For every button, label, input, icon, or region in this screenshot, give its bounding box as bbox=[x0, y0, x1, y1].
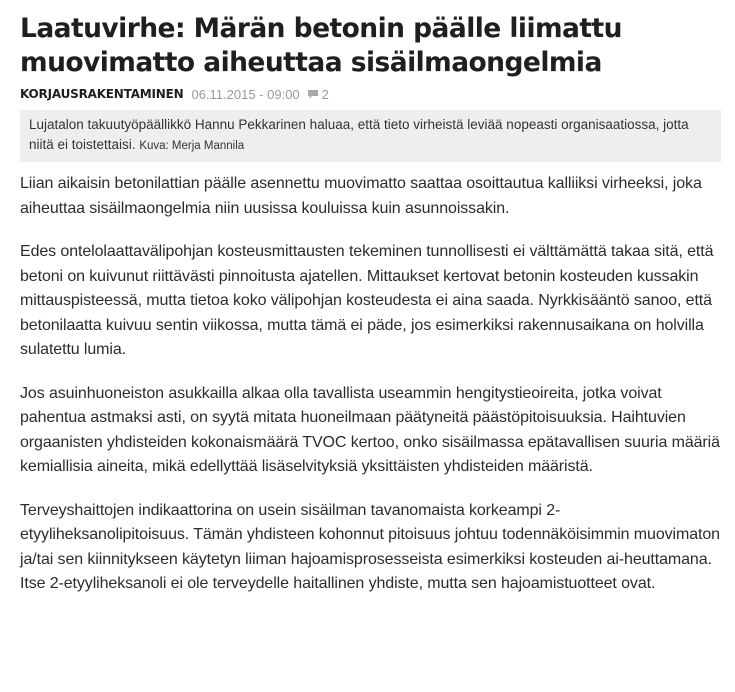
caption-text: Lujatalon takuutyöpäällikkö Hannu Pekkarinen haluaa, että tieto virheistä leviää nopeasti organisaatiossa, jotta niitä ei toistettaisi. bbox=[29, 117, 689, 152]
article-body bbox=[20, 172, 721, 597]
photo-credit: Kuva: Merja Mannila bbox=[139, 140, 245, 152]
category-link[interactable]: KORJAUSRAKENTAMINEN bbox=[20, 87, 184, 101]
comment-count-link[interactable] bbox=[307, 87, 329, 102]
comment-icon bbox=[307, 89, 319, 99]
paragraph: Terveyshaittojen indikaattorina on usein sisäilman tavanomaista korkeampi 2-etyyliheksanolipitoisuus. Tämän yhdisteen kohonnut pitoisuus johtuu todennäköisimmin muovimaton ja/tai sen kiinnitykseen käytetyn liiman hajoamisprosesseista esimerkiksi kosteuden ai-heuttamana. Itse 2-etyyliheksanoli ei ole terveydelle haitallinen yhdiste, mutta sen hajoamistuotteet ovat. bbox=[20, 501, 720, 592]
article-title: Laatuvirhe: Märän betonin päälle liimattu muovimatto aiheuttaa sisäilmaongelmia bbox=[20, 13, 622, 78]
article-meta bbox=[20, 86, 721, 102]
paragraph: Edes ontelolaattavälipohjan kosteusmittausten tekeminen tunnollisesti ei välttämättä takaa sitä, että betoni on kuivunut riittävästi pinnoitusta ajatellen. Mittaukset kertovat betonin kosteuden kussakin mittauspisteessä, mutta tietoa koko välipohjan kosteudesta ei aina saada. Nyrkkisääntö sanoo, että betonilaatta kuivuu sentin viikossa, mutta tämä ei päde, jos esimerkiksi rakennusaikana on holvilla sulatettu lumia. bbox=[20, 243, 714, 358]
comment-count: 2 bbox=[321, 86, 329, 102]
paragraph: Jos asuinhuoneiston asukkailla alkaa olla tavallista useammin hengitystieoireita, jotka voivat pahentua astmaksi asti, on syytä mitata huoneilmaan päätyneitä päästöpitoisuuksia. Haihtuvien orgaanisten yhdisteiden kokonaismäärä TVOC kertoo, onko sisäilmassa epätavallisen suuria määriä kemiallisia aineita, mikä edellyttää lisäselvityksiä yksittäisten yhdisteiden määristä. bbox=[20, 384, 720, 475]
image-caption bbox=[20, 110, 721, 162]
publish-date: 06.11.2015 - 09:00 bbox=[191, 86, 300, 102]
paragraph: Liian aikaisin betonilattian päälle asennettu muovimatto saattaa osoittautua kalliiksi virheeksi, joka aiheuttaa sisäilmaongelmia niin uusissa kouluissa kuin asunnoissakin. bbox=[20, 175, 702, 217]
